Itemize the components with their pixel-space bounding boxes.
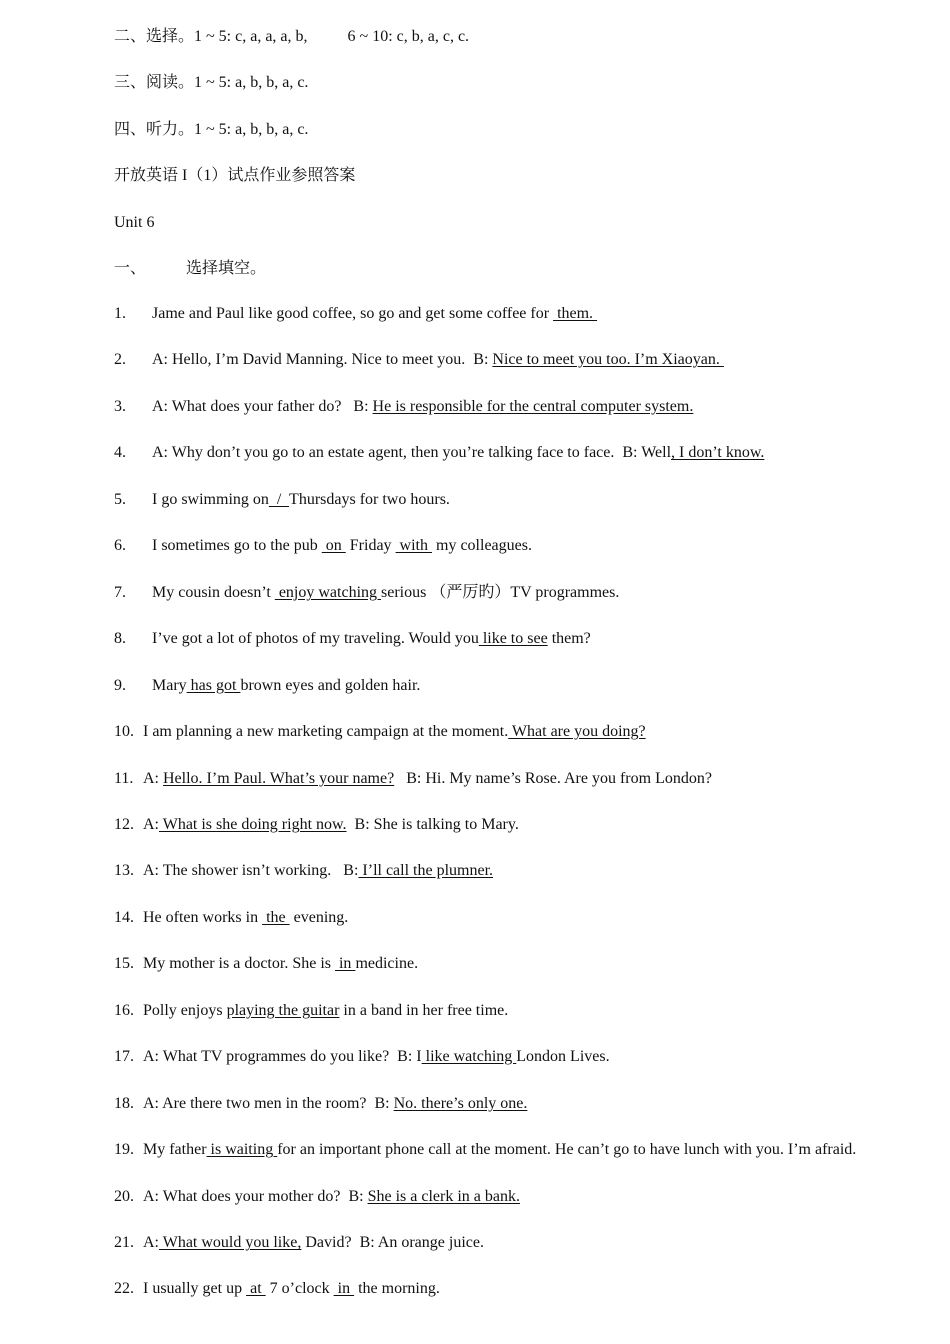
- answer-range-1: 1 ~ 5: a, b, b, a, c.: [194, 121, 309, 138]
- question-item: [114, 443, 764, 463]
- question-item: [114, 1279, 440, 1299]
- document-title: 开放英语 I（1）试点作业参照答案: [114, 167, 356, 184]
- answer-blank: What is she doing right now.: [159, 816, 347, 833]
- answer-range-2: 6 ~ 10: c, b, a, c, c.: [347, 28, 470, 45]
- question-number: 4.: [114, 444, 126, 461]
- answer-blank: the: [262, 909, 290, 926]
- question-item: [114, 629, 591, 649]
- question-text: I go swimming on: [152, 491, 269, 508]
- question-text: Friday: [345, 537, 396, 554]
- answer-blank: them.: [553, 305, 598, 322]
- answer-blank: playing the guitar: [226, 1002, 340, 1019]
- question-number: 11.: [114, 770, 134, 787]
- question-text: I usually get up: [143, 1280, 247, 1297]
- question-text: A: Are there two men in the room? B:: [143, 1095, 394, 1112]
- question-text: A:: [143, 1234, 159, 1251]
- question-item: [114, 1047, 610, 1067]
- question-number: 3.: [114, 398, 126, 415]
- question-item: [114, 815, 519, 835]
- question-text: A: What TV programmes do you like? B: I: [143, 1048, 422, 1065]
- question-text: brown eyes and golden hair.: [240, 677, 421, 694]
- question-number: 2.: [114, 351, 126, 368]
- question-number: 19.: [114, 1141, 134, 1158]
- question-number: 1.: [114, 305, 126, 322]
- question-text: the morning.: [354, 1280, 440, 1297]
- section-title: 选择填空。: [186, 260, 267, 277]
- question-text: A: Hello, I’m David Manning. Nice to meet you. B:: [152, 351, 493, 368]
- question-item: [114, 769, 712, 789]
- answer-blank: I’ll call the plumner.: [358, 862, 494, 879]
- question-text: Mary: [152, 677, 187, 694]
- question-number: 14.: [114, 909, 134, 926]
- question-item: [114, 1140, 856, 1160]
- question-number: 20.: [114, 1188, 134, 1205]
- answer-blank: has got: [186, 677, 241, 694]
- answer-line-reading: [114, 73, 308, 93]
- question-text: medicine.: [355, 955, 419, 972]
- question-text: in a band in her free time.: [339, 1002, 509, 1019]
- answer-blank: like to see: [478, 630, 548, 647]
- answer-blank: Hello. I’m Paul. What’s your name?: [163, 770, 395, 787]
- answer-blank: What are you doing?: [508, 723, 646, 740]
- question-number: 9.: [114, 677, 126, 694]
- question-text: Thursdays for two hours.: [289, 491, 450, 508]
- question-text: them?: [547, 630, 591, 647]
- question-item: [114, 397, 693, 417]
- question-number: 15.: [114, 955, 134, 972]
- question-text: A: What does your father do? B:: [152, 398, 373, 415]
- question-text: A: What does your mother do? B:: [143, 1188, 368, 1205]
- question-number: 13.: [114, 862, 134, 879]
- section-number: 一、: [114, 260, 147, 277]
- question-item: [114, 536, 532, 556]
- question-number: 21.: [114, 1234, 134, 1251]
- question-item: [114, 908, 348, 928]
- question-text: Jame and Paul like good coffee, so go and get some coffee for: [152, 305, 554, 322]
- question-text: My mother is a doctor. She is: [143, 955, 335, 972]
- question-text: B: She is talking to Mary.: [346, 816, 519, 833]
- answer-blank: is waiting: [206, 1141, 278, 1158]
- question-item: [114, 1094, 527, 1114]
- question-number: 6.: [114, 537, 126, 554]
- question-text: He often works in: [143, 909, 263, 926]
- question-text: My cousin doesn’t: [152, 584, 275, 601]
- answer-line-choice: [114, 27, 469, 47]
- section-heading: [114, 259, 266, 279]
- question-text: 7 o’clock: [265, 1280, 334, 1297]
- answer-blank: She is a clerk in a bank.: [367, 1188, 520, 1205]
- question-text: B: Hi. My name’s Rose. Are you from London?: [394, 770, 712, 787]
- question-item: [114, 1233, 484, 1253]
- question-text: A: The shower isn’t working. B:: [143, 862, 359, 879]
- question-number: 5.: [114, 491, 126, 508]
- question-text: A: Why don’t you go to an estate agent, then you’re talking face to face. B: Well: [152, 444, 672, 461]
- answer-blank: Nice to meet you too. I’m Xiaoyan.: [492, 351, 724, 368]
- line-prefix: 四、听力。: [114, 121, 195, 138]
- question-number: 7.: [114, 584, 126, 601]
- line-prefix: 三、阅读。: [114, 74, 195, 91]
- question-item: [114, 1001, 508, 1021]
- question-item: [114, 490, 450, 510]
- answer-range-1: 1 ~ 5: c, a, a, a, b,: [194, 28, 308, 45]
- answer-blank: in: [333, 1280, 355, 1297]
- question-item: [114, 1187, 520, 1207]
- question-text: Polly enjoys: [143, 1002, 227, 1019]
- answer-blank: /: [268, 491, 290, 508]
- question-text: I am planning a new marketing campaign at the moment.: [143, 723, 509, 740]
- question-item: [114, 861, 493, 881]
- question-text: for an important phone call at the moment. He can’t go to have lunch with you. I’m afraid.: [277, 1141, 857, 1158]
- question-text: serious （严厉旳）TV programmes.: [381, 584, 620, 601]
- question-number: 18.: [114, 1095, 134, 1112]
- answer-blank: What would you like,: [159, 1234, 302, 1251]
- answer-blank: No. there’s only one.: [393, 1095, 528, 1112]
- answer-range-1: 1 ~ 5: a, b, b, a, c.: [194, 74, 309, 91]
- question-text: I sometimes go to the pub: [152, 537, 322, 554]
- question-text: evening.: [289, 909, 349, 926]
- question-item: [114, 583, 619, 603]
- question-number: 16.: [114, 1002, 134, 1019]
- question-number: 17.: [114, 1048, 134, 1065]
- question-text: A:: [143, 770, 163, 787]
- question-number: 10.: [114, 723, 134, 740]
- question-text: I’ve got a lot of photos of my traveling. Would you: [152, 630, 479, 647]
- question-text: A:: [143, 816, 159, 833]
- question-text: my colleagues.: [432, 537, 532, 554]
- question-item: [114, 304, 597, 324]
- answer-blank: with: [395, 537, 432, 554]
- question-item: [114, 676, 420, 696]
- unit-heading: Unit 6: [114, 214, 155, 231]
- answer-blank: , I don’t know.: [671, 444, 765, 461]
- question-number: 22.: [114, 1280, 134, 1297]
- question-text: London Lives.: [516, 1048, 610, 1065]
- answer-blank: on: [321, 537, 346, 554]
- question-item: [114, 350, 724, 370]
- question-text: David? B: An orange juice.: [301, 1234, 484, 1251]
- answer-blank: enjoy watching: [274, 584, 382, 601]
- line-prefix: 二、选择。: [114, 28, 195, 45]
- question-item: [114, 954, 418, 974]
- answer-line-listening: [114, 120, 308, 140]
- answer-blank: He is responsible for the central computer system.: [372, 398, 694, 415]
- question-text: My father: [143, 1141, 207, 1158]
- question-number: 8.: [114, 630, 126, 647]
- question-item: [114, 722, 646, 742]
- answer-blank: in: [334, 955, 356, 972]
- answer-blank: at: [246, 1280, 266, 1297]
- question-number: 12.: [114, 816, 134, 833]
- answer-blank: like watching: [421, 1048, 517, 1065]
